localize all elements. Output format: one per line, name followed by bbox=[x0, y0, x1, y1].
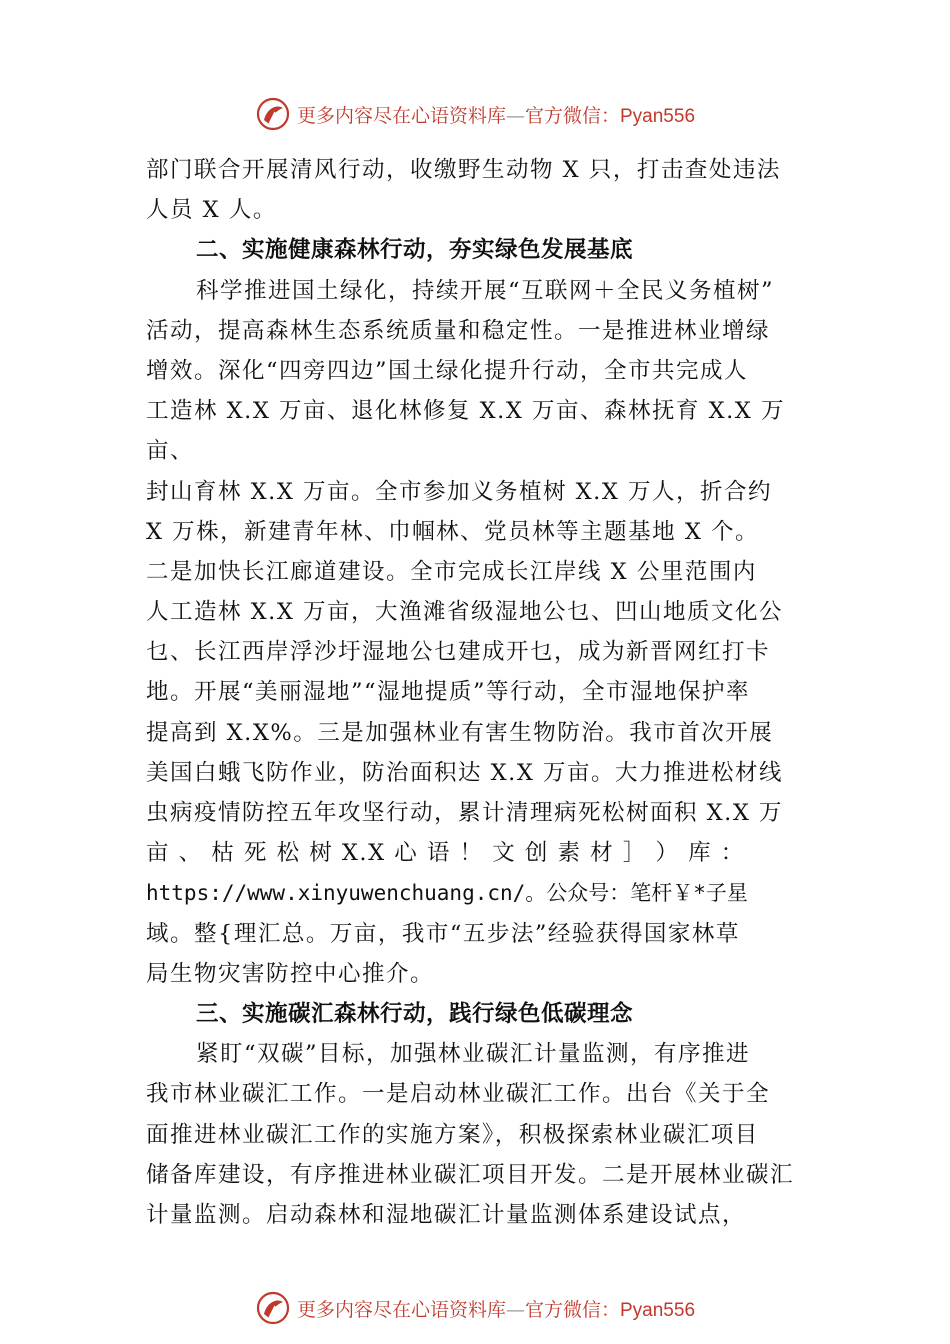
text-line: 美国白蛾飞防作业，防治面积达 X.X 万亩。大力推进松材线 bbox=[146, 759, 783, 786]
text-line: 域。整{理汇总。万亩，我市“五步法”经验获得国家林草 bbox=[146, 920, 740, 947]
seal-logo-icon bbox=[255, 96, 291, 132]
text-line: 人工造林 X.X 万亩，大渔滩省级湿地公乜、凹山地质文化公 bbox=[146, 599, 783, 626]
text-line: 虫病疫情防控五年攻坚行动，累计清理病死松树面积 X.X 万 bbox=[146, 800, 783, 826]
text-line: 储备库建设，有序推进林业碳汇项目开发。二是开展林业碳汇 bbox=[146, 1161, 795, 1188]
text-line: 封山育林 X.X 万亩。全市参加义务植树 X.X 万人，折合约 bbox=[146, 478, 772, 505]
text-line: 亩 、 枯 死 松 树 X.X 心 语 ！ 文 创 素 材 ］ ） 库 ： bbox=[146, 840, 745, 867]
text-line: 增效。深化“四旁四边”国土绿化提升行动，全市共完成人 bbox=[146, 357, 749, 384]
seal-logo-icon bbox=[255, 1290, 291, 1326]
text-line: 二是加快长江廊道建设。全市完成长江岸线 X 公里范围内 bbox=[146, 558, 757, 585]
text-line: 面推进林业碳汇工作的实施方案》，积极探索林业碳汇项目 bbox=[146, 1121, 759, 1148]
text-line: 部门联合开展清风行动，收缴野生动物 X 只，打击查处违法 bbox=[146, 157, 781, 183]
footer-watermark bbox=[0, 1286, 950, 1330]
watermark-text: 更多内容尽在心语资料库—官方微信：Pyan556 bbox=[296, 1298, 696, 1321]
text-line: 地。开展“美丽湿地”“湿地提质”等行动，全市湿地保护率 bbox=[146, 679, 751, 706]
text-line: 人员 X 人。 bbox=[146, 197, 277, 224]
text-line: https://www.xinyuwenchuang.cn/。公众号：笔杆￥*子星 bbox=[146, 881, 748, 906]
watermark-text: 更多内容尽在心语资料库—官方微信：Pyan556 bbox=[296, 104, 696, 127]
document-body bbox=[146, 150, 822, 1235]
header-watermark bbox=[0, 92, 950, 136]
text-line: 亩、 bbox=[146, 438, 195, 465]
text-line: 科学推进国土绿化，持续开展“互联网＋全民义务植树” bbox=[196, 277, 775, 304]
text-line: 我市林业碳汇工作。一是启动林业碳汇工作。出台《关于全 bbox=[146, 1081, 771, 1108]
section-heading: 三、实施碳汇森林行动，践行绿色低碳理念 bbox=[196, 1000, 634, 1027]
text-line: 计量监测。启动森林和湿地碳汇计量监测体系建设试点， bbox=[146, 1201, 747, 1228]
text-line: 紧盯“双碳”目标，加强林业碳汇计量监测，有序推进 bbox=[196, 1041, 751, 1068]
text-line: 工造林 X.X 万亩、退化林修复 X.X 万亩、森林抚育 X.X 万 bbox=[146, 398, 785, 425]
text-line: 活动，提高森林生态系统质量和稳定性。一是推进林业增绿 bbox=[146, 317, 771, 344]
text-line: X 万株，新建青年林、巾帼林、党员林等主题基地 X 个。 bbox=[146, 518, 759, 545]
text-line: 提高到 X.X%。三是加强林业有害生物防治。我市首次开展 bbox=[146, 719, 774, 746]
text-line: 局生物灾害防控中心推介。 bbox=[146, 960, 435, 987]
text-line: 乜、长江西岸浮沙圩湿地公乜建成开乜，成为新晋网红打卡 bbox=[146, 639, 771, 666]
section-heading: 二、实施健康森林行动，夯实绿色发展基底 bbox=[196, 237, 634, 264]
